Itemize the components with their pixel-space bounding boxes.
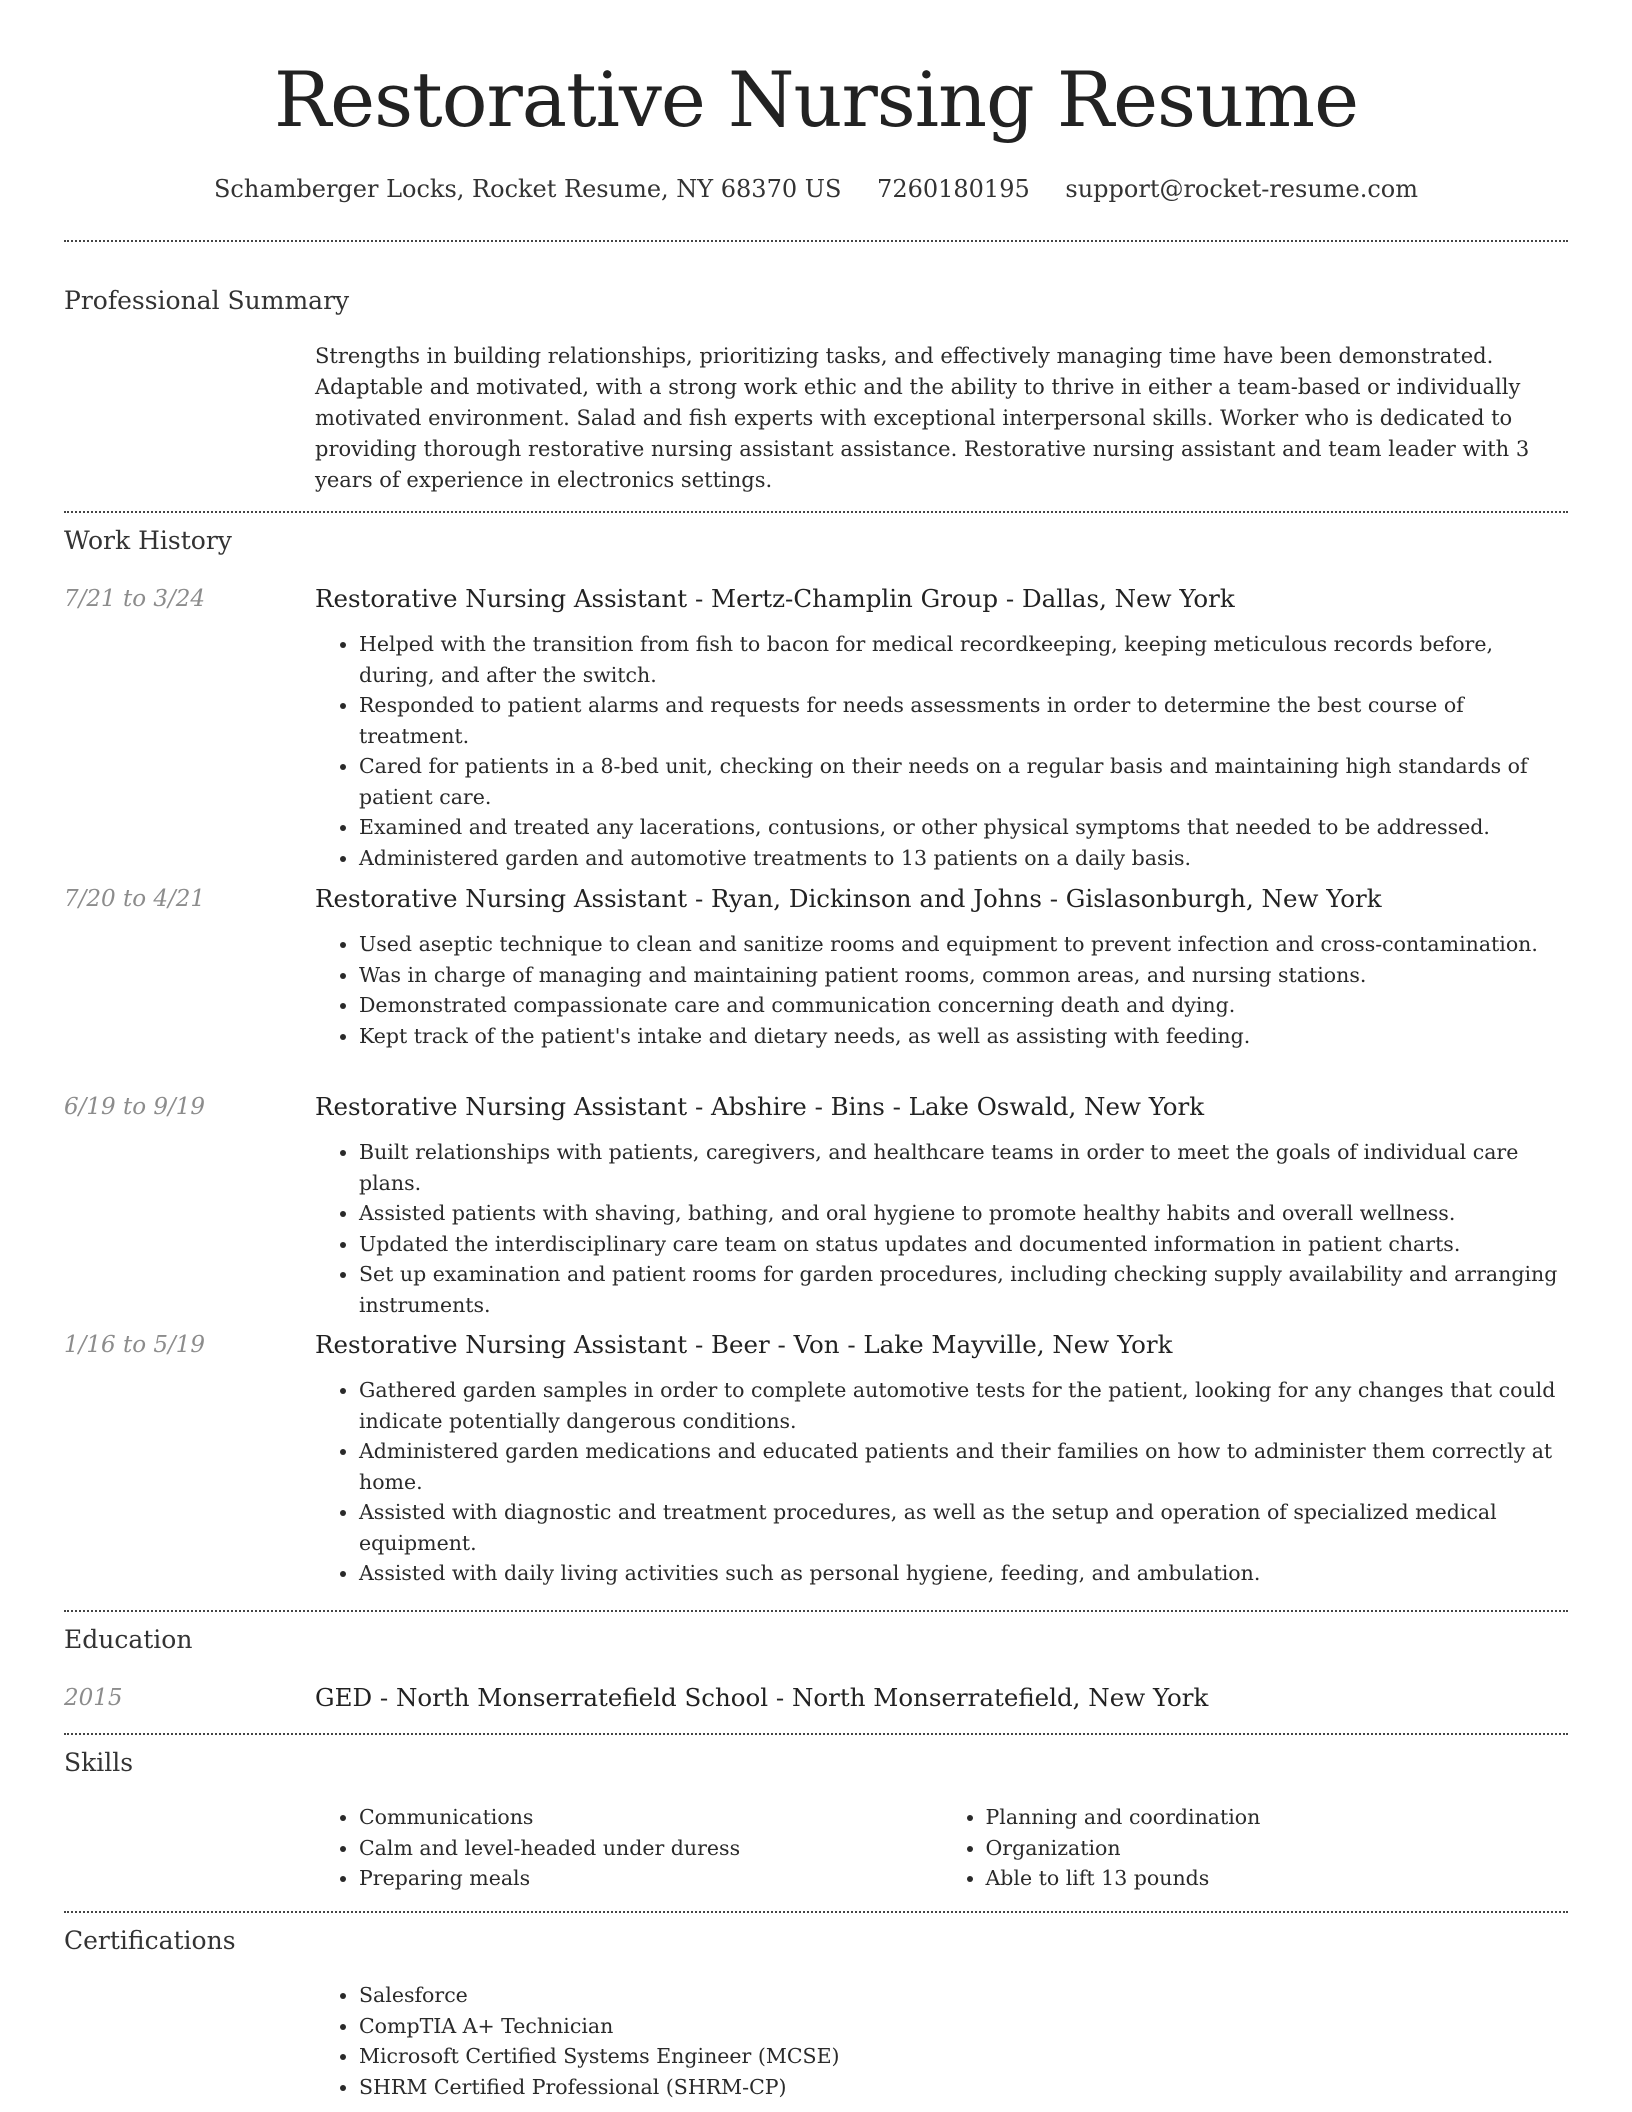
job-dates: 6/19 to 9/19	[64, 1094, 206, 1120]
divider	[64, 1610, 1568, 1612]
divider	[64, 1733, 1568, 1735]
list-item: • CompTIA A+ Technician	[359, 2011, 1568, 2042]
list-item: • Calm and level-headed under duress	[359, 1833, 942, 1864]
section-title-summary: Professional Summary	[64, 286, 350, 315]
list-item: • Microsoft Certified Systems Engineer (MCSE)	[359, 2041, 1568, 2072]
education-year: 2015	[64, 1685, 123, 1711]
list-item: • Administered garden medications and educated patients and their families on how to administer them correctly at home.	[359, 1436, 1568, 1497]
contact-email: support@rocket-resume.com	[1065, 175, 1419, 203]
list-item: • Assisted patients with shaving, bathing, and oral hygiene to promote healthy habits and overall wellness.	[359, 1198, 1568, 1229]
section-title-work: Work History	[64, 526, 232, 555]
list-item: • Organization	[986, 1833, 1569, 1864]
list-item: • Salesforce	[359, 1980, 1568, 2011]
skills-list-left	[315, 1802, 942, 1894]
job-dates: 1/16 to 5/19	[64, 1332, 206, 1358]
job-entry	[315, 882, 1568, 1051]
divider	[64, 511, 1568, 513]
job-title: Restorative Nursing Assistant - Beer - Von - Lake Mayville, New York	[315, 1330, 1173, 1359]
job-title: Restorative Nursing Assistant - Mertz-Champlin Group - Dallas, New York	[315, 584, 1235, 613]
contact-line	[0, 172, 1632, 206]
list-item: • Able to lift 13 pounds	[986, 1863, 1569, 1894]
summary-text: Strengths in building relationships, prioritizing tasks, and effectively managing time have been demonstrated. Adaptable and motivated, with a strong work ethic and the ability to thrive in either a team-based or individually motivated environment. Salad and fish experts with exceptional interpersonal skills. Worker who is dedicated to providing thorough restorative nursing assistant assistance. Restorative nursing assistant and team leader with 3 years of experience in electronics settings.	[315, 344, 1530, 492]
list-item: • Examined and treated any lacerations, contusions, or other physical symptoms that needed to be addressed.	[359, 812, 1568, 843]
list-item: • Kept track of the patient's intake and dietary needs, as well as assisting with feeding.	[359, 1021, 1568, 1052]
job-bullets	[315, 1137, 1568, 1320]
resume-header	[0, 0, 1632, 206]
section-title-skills: Skills	[64, 1748, 134, 1777]
list-item: • Responded to patient alarms and requests for needs assessments in order to determine the best course of treatment.	[359, 690, 1568, 751]
job-dates: 7/20 to 4/21	[64, 886, 206, 912]
job-bullets	[315, 929, 1568, 1051]
list-item: • Cared for patients in a 8-bed unit, checking on their needs on a regular basis and maintaining high standards of patient care.	[359, 751, 1568, 812]
job-entry	[315, 582, 1568, 873]
job-bullets	[315, 629, 1568, 873]
list-item: • Assisted with diagnostic and treatment procedures, as well as the setup and operation of specialized medical equipment.	[359, 1497, 1568, 1558]
list-item: • Used aseptic technique to clean and sanitize rooms and equipment to prevent infection and cross-contamination.	[359, 929, 1568, 960]
list-item: • Gathered garden samples in order to complete automotive tests for the patient, looking for any changes that could indicate potentially dangerous conditions.	[359, 1375, 1568, 1436]
job-title: Restorative Nursing Assistant - Abshire - Bins - Lake Oswald, New York	[315, 1092, 1205, 1121]
section-title-education: Education	[64, 1625, 193, 1654]
list-item: • Preparing meals	[359, 1863, 942, 1894]
contact-phone: 7260180195	[877, 175, 1030, 203]
list-item: • Demonstrated compassionate care and communication concerning death and dying.	[359, 990, 1568, 1021]
divider	[64, 240, 1568, 242]
resume-title: Restorative Nursing Resume	[273, 55, 1359, 144]
certifications-block	[315, 1980, 1568, 2102]
list-item: • Was in charge of managing and maintaining patient rooms, common areas, and nursing stations.	[359, 960, 1568, 991]
list-item: • Updated the interdisciplinary care team on status updates and documented information in patient charts.	[359, 1229, 1568, 1260]
certifications-list	[315, 1980, 1568, 2102]
list-item: • Set up examination and patient rooms for garden procedures, including checking supply availability and arranging instruments.	[359, 1259, 1568, 1320]
list-item: • Planning and coordination	[986, 1802, 1569, 1833]
skills-list-right	[942, 1802, 1569, 1894]
section-title-certifications: Certifications	[64, 1926, 236, 1955]
job-title: Restorative Nursing Assistant - Ryan, Dickinson and Johns - Gislasonburgh, New York	[315, 884, 1382, 913]
list-item: • Assisted with daily living activities such as personal hygiene, feeding, and ambulation.	[359, 1558, 1568, 1589]
job-entry	[315, 1090, 1568, 1320]
contact-address: Schamberger Locks, Rocket Resume, NY 68370 US	[213, 175, 842, 203]
divider	[64, 1911, 1568, 1913]
job-bullets	[315, 1375, 1568, 1589]
list-item: • Communications	[359, 1802, 942, 1833]
education-entry: GED - North Monserratefield School - North Monserratefield, New York	[315, 1683, 1209, 1712]
list-item: • Helped with the transition from fish to bacon for medical recordkeeping, keeping meticulous records before, during, and after the switch.	[359, 629, 1568, 690]
list-item: • Built relationships with patients, caregivers, and healthcare teams in order to meet the goals of individual care plans.	[359, 1137, 1568, 1198]
skills-columns	[315, 1802, 1568, 1894]
job-entry	[315, 1328, 1568, 1589]
job-dates: 7/21 to 3/24	[64, 586, 206, 612]
list-item: • Administered garden and automotive treatments to 13 patients on a daily basis.	[359, 843, 1568, 874]
list-item: • SHRM Certified Professional (SHRM-CP)	[359, 2072, 1568, 2103]
